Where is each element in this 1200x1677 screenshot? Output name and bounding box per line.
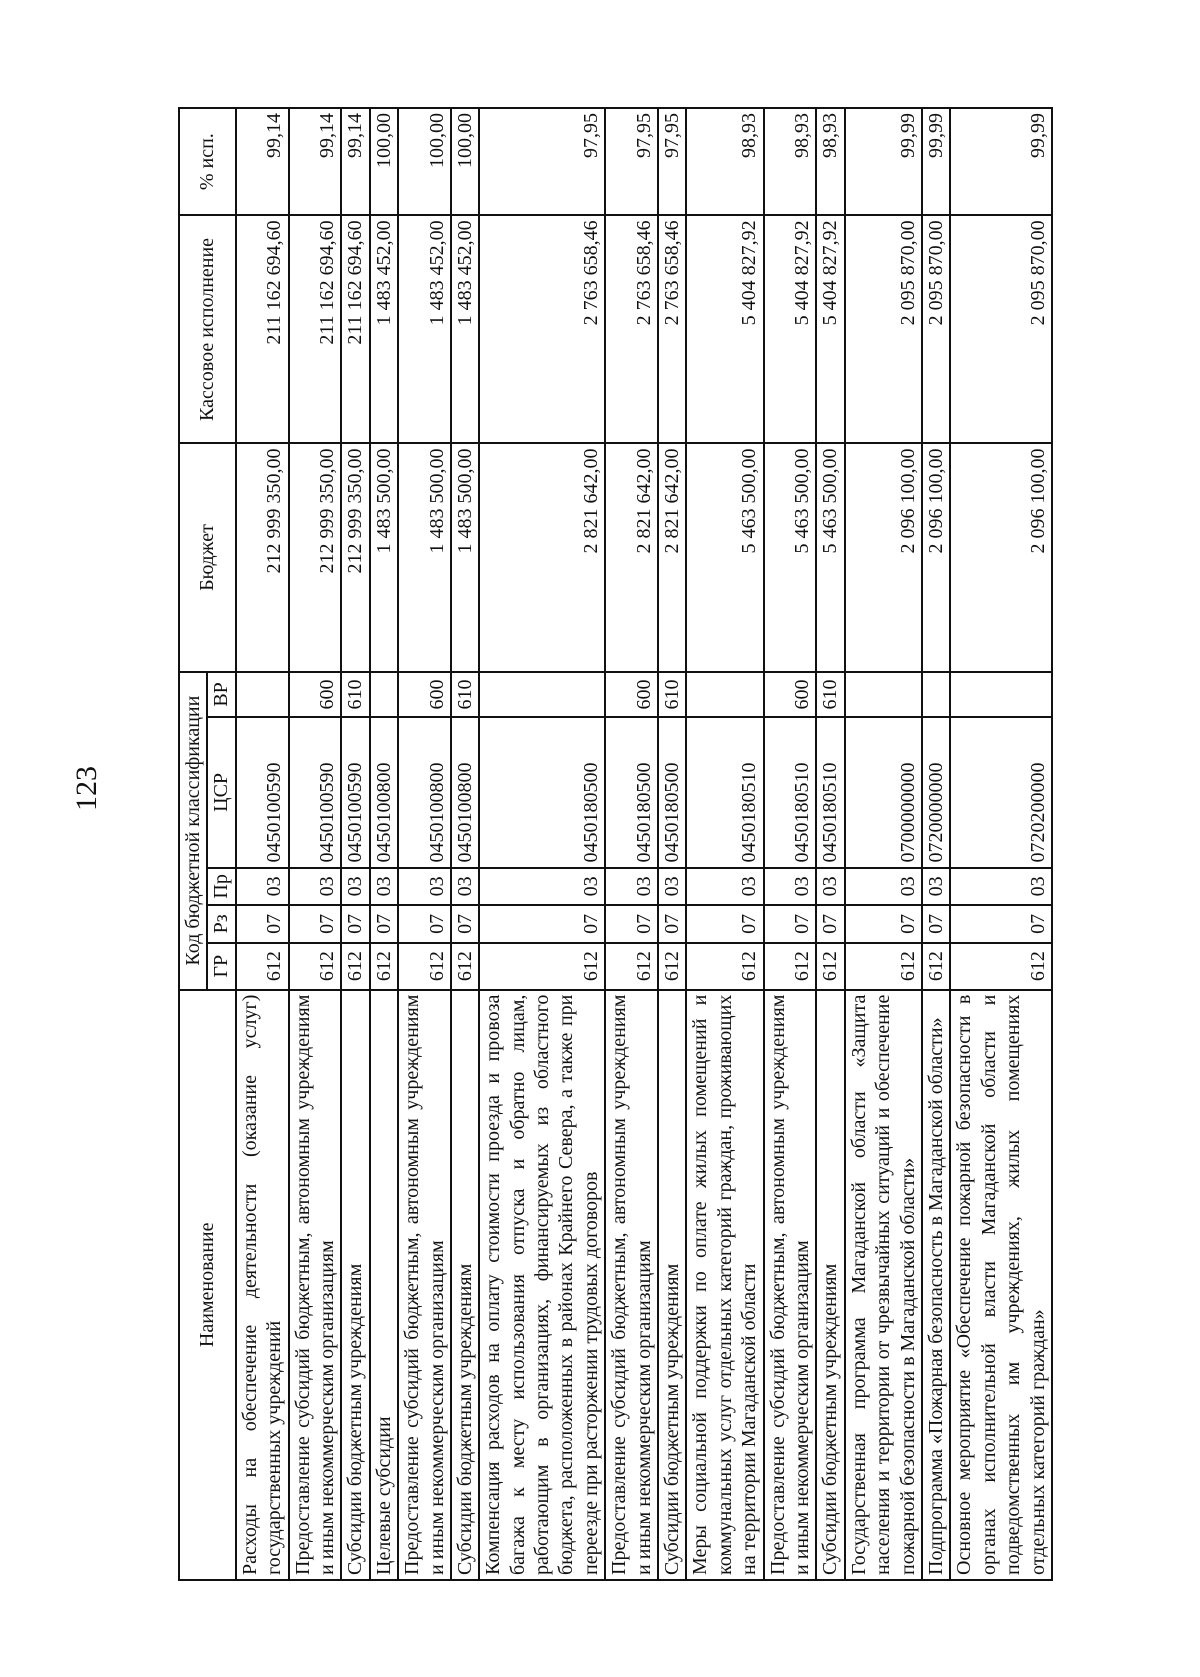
cell-pr: 03 [289,868,342,906]
cell-gr: 612 [479,943,605,990]
page-number: 123 [70,766,103,811]
cell-name: Субсидии бюджетным учреждениям [816,990,844,1580]
table-row [451,108,479,1580]
cell-vr [845,672,922,718]
header-row [179,108,207,1580]
cell-csr: 0450180500 [605,717,658,867]
cell-vr: 600 [398,672,451,718]
cell-pct: 98,93 [816,108,844,215]
cell-vr: 610 [451,672,479,718]
cell-rz: 07 [658,905,686,943]
header-gr: ГР [207,943,235,990]
cell-gr: 612 [398,943,451,990]
cell-name: Предоставление субсидий бюджетным, автономным учреждениям и иным некоммерческим организациям [605,990,658,1580]
cell-budget: 212 999 350,00 [236,443,289,671]
cell-name: Меры социальной поддержки по оплате жилых помещений и коммунальных услуг отдельных категорий граждан, проживающих на территории Магаданской области [686,990,763,1580]
cell-cash: 211 162 694,60 [236,215,289,443]
cell-name: Компенсация расходов на оплату стоимости проезда и провоза багажа к месту использования отпуска и обратно лицам, работающим в организациях, финансируемых из областного бюджета, расположенных в районах Крайнего Севера, а также при переезде при расторжении трудовых договоров [479,990,605,1580]
cell-pct: 100,00 [451,108,479,215]
cell-csr: 0720200000 [950,717,1052,867]
cell-pct: 99,99 [845,108,922,215]
table-row [816,108,844,1580]
cell-cash: 5 404 827,92 [816,215,844,443]
cell-pr: 03 [764,868,817,906]
cell-budget: 1 483 500,00 [451,443,479,671]
header-rz: Рз [207,905,235,943]
cell-csr: 0450180510 [764,717,817,867]
cell-csr: 0450100590 [341,717,369,867]
cell-gr: 612 [341,943,369,990]
cell-gr: 612 [658,943,686,990]
cell-gr: 612 [845,943,922,990]
cell-rz: 07 [845,905,922,943]
cell-budget: 212 999 350,00 [341,443,369,671]
header-csr: ЦСР [207,717,235,867]
cell-rz: 07 [605,905,658,943]
cell-cash: 1 483 452,00 [451,215,479,443]
cell-name: Субсидии бюджетным учреждениям [341,990,369,1580]
cell-vr: 610 [341,672,369,718]
table-row [398,108,451,1580]
cell-pr: 03 [686,868,763,906]
header-name: Наименование [179,990,236,1580]
cell-rz: 07 [479,905,605,943]
cell-budget: 5 463 500,00 [686,443,763,671]
cell-csr: 0450100800 [370,717,398,867]
cell-rz: 07 [950,905,1052,943]
cell-cash: 211 162 694,60 [341,215,369,443]
cell-pct: 98,93 [764,108,817,215]
cell-name: Субсидии бюджетным учреждениям [658,990,686,1580]
cell-name: Предоставление субсидий бюджетным, автономным учреждениям и иным некоммерческим организациям [764,990,817,1580]
cell-pct: 100,00 [398,108,451,215]
cell-csr: 0450100800 [451,717,479,867]
cell-pct: 99,14 [341,108,369,215]
cell-pr: 03 [236,868,289,906]
table-row [605,108,658,1580]
cell-rz: 07 [341,905,369,943]
cell-csr: 0450100800 [398,717,451,867]
cell-budget: 1 483 500,00 [398,443,451,671]
table-row [341,108,369,1580]
cell-name: Подпрограмма «Пожарная безопасность в Магаданской области» [922,990,950,1580]
cell-gr: 612 [816,943,844,990]
cell-vr [686,672,763,718]
cell-pr: 03 [950,868,1052,906]
cell-pct: 97,95 [479,108,605,215]
cell-name: Предоставление субсидий бюджетным, автономным учреждениям и иным некоммерческим организациям [289,990,342,1580]
cell-vr [950,672,1052,718]
cell-cash: 5 404 827,92 [686,215,763,443]
cell-cash: 1 483 452,00 [370,215,398,443]
cell-rz: 07 [398,905,451,943]
cell-gr: 612 [236,943,289,990]
cell-vr: 600 [605,672,658,718]
cell-rz: 07 [764,905,817,943]
cell-budget: 2 821 642,00 [658,443,686,671]
cell-pr: 03 [922,868,950,906]
cell-pct: 97,95 [605,108,658,215]
cell-budget: 5 463 500,00 [764,443,817,671]
cell-pct: 99,14 [289,108,342,215]
cell-name: Основное мероприятие «Обеспечение пожарной безопасности в органах исполнительной власти Магаданской области и подведомственных им учреждениях, жилых помещениях отдельных категорий граждан» [950,990,1052,1580]
cell-budget: 2 096 100,00 [922,443,950,671]
cell-budget: 2 096 100,00 [950,443,1052,671]
cell-budget: 2 821 642,00 [605,443,658,671]
cell-gr: 612 [605,943,658,990]
cell-rz: 07 [236,905,289,943]
cell-vr [922,672,950,718]
cell-csr: 0450100590 [236,717,289,867]
cell-rz: 07 [451,905,479,943]
table-row [922,108,950,1580]
header-pct: % исп. [179,108,236,215]
cell-name: Предоставление субсидий бюджетным, автономным учреждениям и иным некоммерческим организациям [398,990,451,1580]
cell-rz: 07 [816,905,844,943]
cell-pr: 03 [845,868,922,906]
cell-gr: 612 [950,943,1052,990]
cell-name: Целевые субсидии [370,990,398,1580]
cell-csr: 0450180500 [658,717,686,867]
cell-gr: 612 [922,943,950,990]
cell-pr: 03 [658,868,686,906]
cell-cash: 2 095 870,00 [950,215,1052,443]
table-row [236,108,289,1580]
cell-pr: 03 [370,868,398,906]
cell-vr [236,672,289,718]
cell-csr: 0450180510 [816,717,844,867]
cell-pr: 03 [398,868,451,906]
cell-vr [370,672,398,718]
table-body [236,108,1052,1580]
cell-pr: 03 [341,868,369,906]
cell-vr [479,672,605,718]
budget-execution-table [178,107,1053,1581]
cell-gr: 612 [686,943,763,990]
table-row [686,108,763,1580]
cell-budget: 2 821 642,00 [479,443,605,671]
cell-pct: 100,00 [370,108,398,215]
cell-vr: 600 [764,672,817,718]
cell-csr: 0700000000 [845,717,922,867]
cell-name: Субсидии бюджетным учреждениям [451,990,479,1580]
cell-budget: 212 999 350,00 [289,443,342,671]
cell-pct: 97,95 [658,108,686,215]
cell-cash: 211 162 694,60 [289,215,342,443]
cell-pr: 03 [451,868,479,906]
header-pr: Пр [207,868,235,906]
cell-cash: 2 763 658,46 [479,215,605,443]
cell-cash: 2 763 658,46 [605,215,658,443]
cell-cash: 5 404 827,92 [764,215,817,443]
cell-budget: 2 096 100,00 [845,443,922,671]
cell-csr: 0450100590 [289,717,342,867]
cell-cash: 2 095 870,00 [922,215,950,443]
cell-rz: 07 [922,905,950,943]
table-row [764,108,817,1580]
cell-vr: 610 [658,672,686,718]
cell-pct: 99,99 [950,108,1052,215]
table-row [658,108,686,1580]
header-vr: ВР [207,672,235,718]
cell-csr: 0720000000 [922,717,950,867]
cell-pr: 03 [605,868,658,906]
table-row [950,108,1052,1580]
cell-budget: 5 463 500,00 [816,443,844,671]
header-budget: Бюджет [179,443,236,671]
cell-rz: 07 [289,905,342,943]
table-row [370,108,398,1580]
cell-pr: 03 [479,868,605,906]
cell-pct: 98,93 [686,108,763,215]
cell-vr: 610 [816,672,844,718]
cell-gr: 612 [289,943,342,990]
table-row [479,108,605,1580]
header-cash: Кассовое исполнение [179,215,236,443]
cell-name: Государственная программа Магаданской области «Защита населения и территории от чрезвычайных ситуаций и обеспечение пожарной безопасности в Магаданской области» [845,990,922,1580]
cell-pct: 99,99 [922,108,950,215]
cell-gr: 612 [451,943,479,990]
cell-rz: 07 [686,905,763,943]
cell-cash: 2 763 658,46 [658,215,686,443]
cell-name: Расходы на обеспечение деятельности (оказание услуг) государственных учреждений [236,990,289,1580]
cell-rz: 07 [370,905,398,943]
cell-vr: 600 [289,672,342,718]
cell-csr: 0450180510 [686,717,763,867]
cell-csr: 0450180500 [479,717,605,867]
header-code-group: Код бюджетной классификации [179,672,207,990]
cell-budget: 1 483 500,00 [370,443,398,671]
table-row [845,108,922,1580]
cell-gr: 612 [764,943,817,990]
cell-cash: 1 483 452,00 [398,215,451,443]
table-row [289,108,342,1580]
cell-pct: 99,14 [236,108,289,215]
cell-gr: 612 [370,943,398,990]
cell-cash: 2 095 870,00 [845,215,922,443]
cell-pr: 03 [816,868,844,906]
